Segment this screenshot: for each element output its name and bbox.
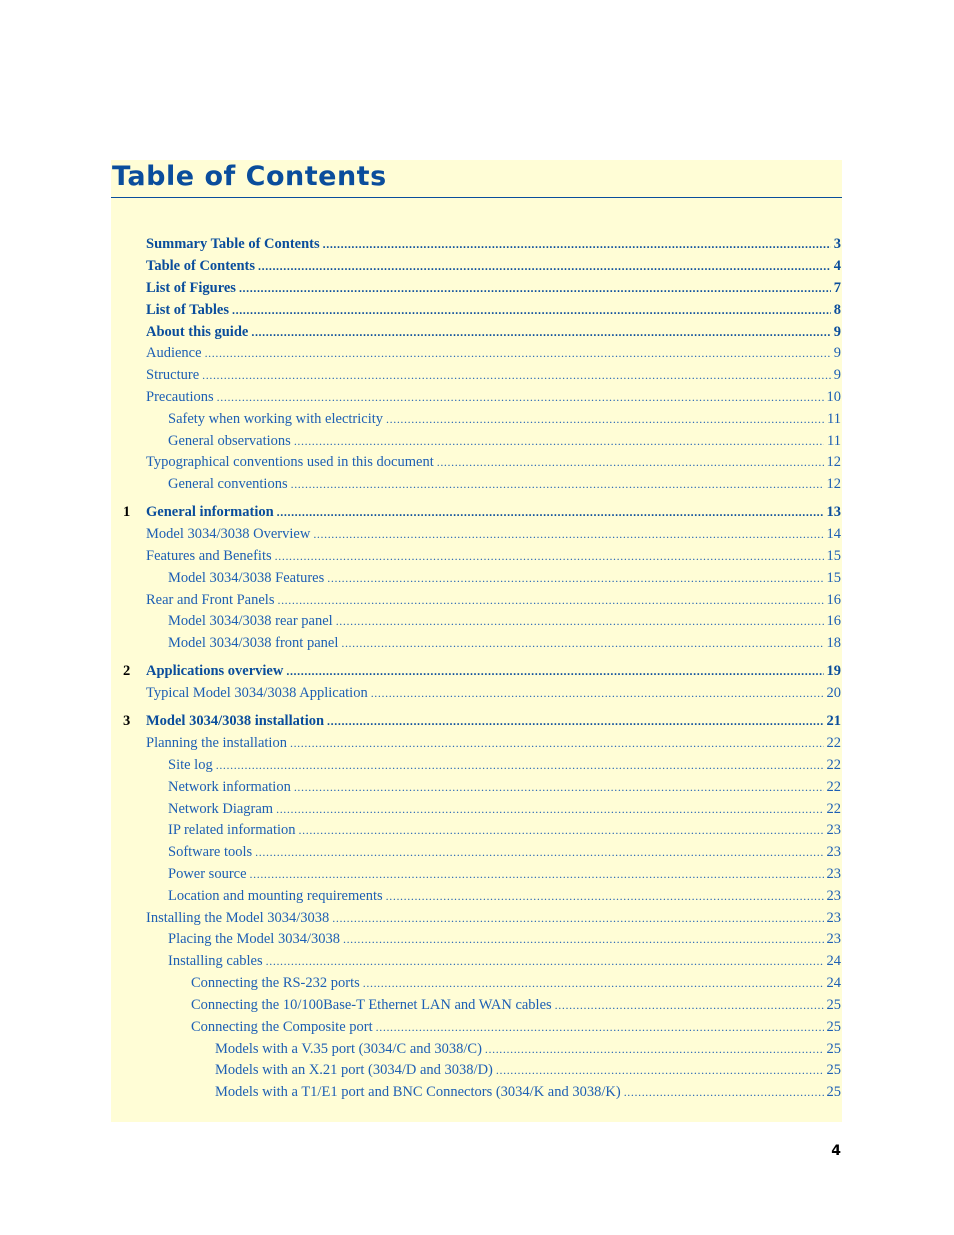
- dot-leader: [251, 322, 830, 342]
- toc-entry[interactable]: [146, 711, 841, 731]
- dot-leader: [217, 387, 824, 407]
- toc-entry[interactable]: [146, 322, 841, 342]
- toc-entry-label: Network information: [168, 779, 291, 795]
- toc-entry-page: 13: [826, 504, 841, 520]
- toc-entry-page: 23: [826, 888, 841, 904]
- toc-entry-page: 19: [826, 663, 841, 679]
- toc-entry-page: 23: [826, 866, 841, 882]
- toc-entry-page: 12: [826, 476, 841, 492]
- dot-leader: [258, 256, 831, 276]
- toc-entry-label: List of Figures: [146, 280, 236, 296]
- toc-entry-page: 22: [826, 757, 841, 773]
- dot-leader: [323, 234, 831, 254]
- dot-leader: [275, 546, 824, 566]
- toc-entry[interactable]: [146, 300, 841, 320]
- toc-entry-label: Structure: [146, 367, 200, 383]
- toc-entry-page: 25: [826, 1062, 841, 1078]
- dot-leader: [286, 661, 823, 681]
- toc-entry-label: About this guide: [146, 324, 249, 340]
- toc-entry-page: 9: [833, 324, 841, 340]
- toc-entry[interactable]: [146, 661, 841, 681]
- dot-leader: [232, 300, 831, 320]
- dot-leader: [371, 683, 824, 703]
- toc-entry[interactable]: [168, 611, 841, 631]
- dot-leader: [327, 568, 823, 588]
- chapter-number: 2: [123, 663, 131, 679]
- toc-entry[interactable]: [191, 995, 841, 1015]
- toc-entry-page: 16: [826, 613, 841, 629]
- dot-leader: [624, 1082, 824, 1102]
- toc-entry-page: 20: [826, 685, 841, 701]
- toc-entry-page: 23: [826, 844, 841, 860]
- dot-leader: [386, 886, 824, 906]
- toc-entry-label: Features and Benefits: [146, 548, 272, 564]
- dot-leader: [291, 474, 824, 494]
- toc-entry-page: 24: [826, 953, 841, 969]
- toc-entry-page: 16: [826, 592, 841, 608]
- toc-entry-page: 18: [826, 635, 841, 651]
- dot-leader: [239, 278, 831, 298]
- dot-leader: [332, 908, 823, 928]
- dot-leader: [341, 633, 823, 653]
- toc-entry[interactable]: [215, 1060, 841, 1080]
- toc-entry[interactable]: [146, 452, 841, 472]
- toc-entry-page: 22: [826, 779, 841, 795]
- toc-entry-page: 25: [826, 1041, 841, 1057]
- dot-leader: [343, 929, 824, 949]
- toc-entry-page: 15: [826, 570, 841, 586]
- toc-entry-label: Audience: [146, 345, 202, 361]
- toc-entry-page: 15: [826, 548, 841, 564]
- toc-entry[interactable]: [168, 886, 841, 906]
- toc-entry-label: Connecting the RS-232 ports: [191, 975, 360, 991]
- toc-entry[interactable]: [168, 431, 841, 451]
- toc-entry-page: 23: [826, 822, 841, 838]
- toc-entry[interactable]: [168, 474, 841, 494]
- dot-leader: [277, 502, 824, 522]
- toc-entry[interactable]: [168, 409, 841, 429]
- chapter-number: 3: [123, 713, 131, 729]
- toc-entry-label: Models with a T1/E1 port and BNC Connectors (3034/K and 3038/K): [215, 1084, 621, 1100]
- dot-leader: [376, 1017, 824, 1037]
- toc-entry-label: Installing cables: [168, 953, 263, 969]
- dot-leader: [363, 973, 824, 993]
- toc-entry[interactable]: [168, 633, 841, 653]
- dot-leader: [276, 799, 823, 819]
- toc-entry-label: Models with a V.35 port (3034/C and 3038/C): [215, 1041, 482, 1057]
- toc-entry-page: 14: [826, 526, 841, 542]
- toc-entry-page: 10: [826, 389, 841, 405]
- toc-entry-page: 21: [826, 713, 841, 729]
- dot-leader: [555, 995, 824, 1015]
- toc-entry[interactable]: [168, 777, 841, 797]
- toc-entry-page: 4: [833, 258, 841, 274]
- toc-entry-label: Software tools: [168, 844, 253, 860]
- toc-entry-page: 25: [826, 1019, 841, 1035]
- toc-entry[interactable]: [146, 683, 841, 703]
- toc-entry-label: General conventions: [168, 476, 288, 492]
- toc-entry-page: 9: [833, 367, 841, 383]
- toc-entry[interactable]: [215, 1039, 841, 1059]
- toc-entry[interactable]: [146, 278, 841, 298]
- dot-leader: [294, 431, 824, 451]
- dot-leader: [294, 777, 824, 797]
- toc-entry-label: Safety when working with electricity: [168, 411, 384, 427]
- toc-entry[interactable]: [146, 502, 841, 522]
- page-number: 4: [831, 1143, 841, 1159]
- toc-entry-label: Table of Contents: [146, 258, 256, 274]
- toc-entry-label: Installing the Model 3034/3038: [146, 910, 330, 926]
- toc-entry[interactable]: [168, 951, 841, 971]
- toc-entry[interactable]: [146, 365, 841, 385]
- toc-entry-label: Models with an X.21 port (3034/D and 3038/D): [215, 1062, 493, 1078]
- toc-entry-label: Model 3034/3038 installation: [146, 713, 325, 729]
- dot-leader: [386, 409, 824, 429]
- toc-entry-label: IP related information: [168, 822, 296, 838]
- toc-entry-label: Applications overview: [146, 663, 284, 679]
- toc-entry-page: 22: [826, 735, 841, 751]
- toc-entry[interactable]: [146, 908, 841, 928]
- dot-leader: [250, 864, 824, 884]
- dot-leader: [496, 1060, 824, 1080]
- toc-entry[interactable]: [146, 343, 841, 363]
- toc-entry[interactable]: [168, 929, 841, 949]
- toc-entry[interactable]: [146, 524, 841, 544]
- toc-entry-page: 11: [827, 433, 841, 449]
- toc-entry[interactable]: [146, 256, 841, 276]
- toc-entry-label: Rear and Front Panels: [146, 592, 275, 608]
- toc-entry[interactable]: [168, 864, 841, 884]
- dot-leader: [255, 842, 823, 862]
- dot-leader: [299, 820, 824, 840]
- dot-leader: [216, 755, 824, 775]
- toc-entry-label: Power source: [168, 866, 247, 882]
- dot-leader: [290, 733, 824, 753]
- toc-entry-page: 23: [826, 931, 841, 947]
- toc-entry[interactable]: [146, 733, 841, 753]
- toc-entry-label: General information: [146, 504, 274, 520]
- chapter-number: 1: [123, 504, 131, 520]
- toc-entry[interactable]: [146, 234, 841, 254]
- dot-leader: [266, 951, 824, 971]
- dot-leader: [336, 611, 824, 631]
- toc-entry-label: General observations: [168, 433, 291, 449]
- toc-entry-page: 8: [833, 302, 841, 318]
- toc-entry-page: 3: [833, 236, 841, 252]
- toc-entry-label: Location and mounting requirements: [168, 888, 383, 904]
- toc-entry[interactable]: [168, 568, 841, 588]
- dot-leader: [437, 452, 824, 472]
- toc-entry[interactable]: [168, 842, 841, 862]
- toc-entry-label: Planning the installation: [146, 735, 287, 751]
- toc-entry-label: Typographical conventions used in this document: [146, 454, 434, 470]
- toc-entry[interactable]: [191, 973, 841, 993]
- dot-leader: [202, 365, 831, 385]
- dot-leader: [327, 711, 823, 731]
- toc-entry-label: Summary Table of Contents: [146, 236, 320, 252]
- toc-entry[interactable]: [215, 1082, 841, 1102]
- toc-entry[interactable]: [191, 1017, 841, 1037]
- dot-leader: [485, 1039, 824, 1059]
- dot-leader: [277, 590, 823, 610]
- toc-entry-page: 12: [826, 454, 841, 470]
- toc-entry[interactable]: [146, 387, 841, 407]
- toc-entry-label: Typical Model 3034/3038 Application: [146, 685, 368, 701]
- toc-entry-label: Placing the Model 3034/3038: [168, 931, 340, 947]
- toc-entry-page: 9: [833, 345, 841, 361]
- toc-entry-label: Model 3034/3038 rear panel: [168, 613, 333, 629]
- toc-entry[interactable]: [168, 755, 841, 775]
- toc-entry-label: Connecting the Composite port: [191, 1019, 373, 1035]
- toc-entry-label: Model 3034/3038 front panel: [168, 635, 339, 651]
- page-title: Table of Contents: [112, 161, 387, 192]
- toc-entry-label: Network Diagram: [168, 801, 274, 817]
- toc-entry-page: 11: [827, 411, 841, 427]
- dot-leader: [313, 524, 823, 544]
- toc-entry-label: List of Tables: [146, 302, 229, 318]
- toc-entry-page: 7: [833, 280, 841, 296]
- toc-entry-label: Precautions: [146, 389, 214, 405]
- toc-entry-page: 25: [826, 1084, 841, 1100]
- toc-entry-page: 22: [826, 801, 841, 817]
- toc-entry[interactable]: [146, 590, 841, 610]
- toc-entry[interactable]: [168, 820, 841, 840]
- toc-entry-page: 24: [826, 975, 841, 991]
- toc-entry[interactable]: [146, 546, 841, 566]
- toc-entry-page: 25: [826, 997, 841, 1013]
- toc-entry-label: Connecting the 10/100Base-T Ethernet LAN and WAN cables: [191, 997, 552, 1013]
- toc-entry[interactable]: [168, 799, 841, 819]
- toc-entry-page: 23: [826, 910, 841, 926]
- toc-entry-label: Site log: [168, 757, 213, 773]
- dot-leader: [205, 343, 831, 363]
- toc-entry-label: Model 3034/3038 Overview: [146, 526, 311, 542]
- toc-entry-label: Model 3034/3038 Features: [168, 570, 325, 586]
